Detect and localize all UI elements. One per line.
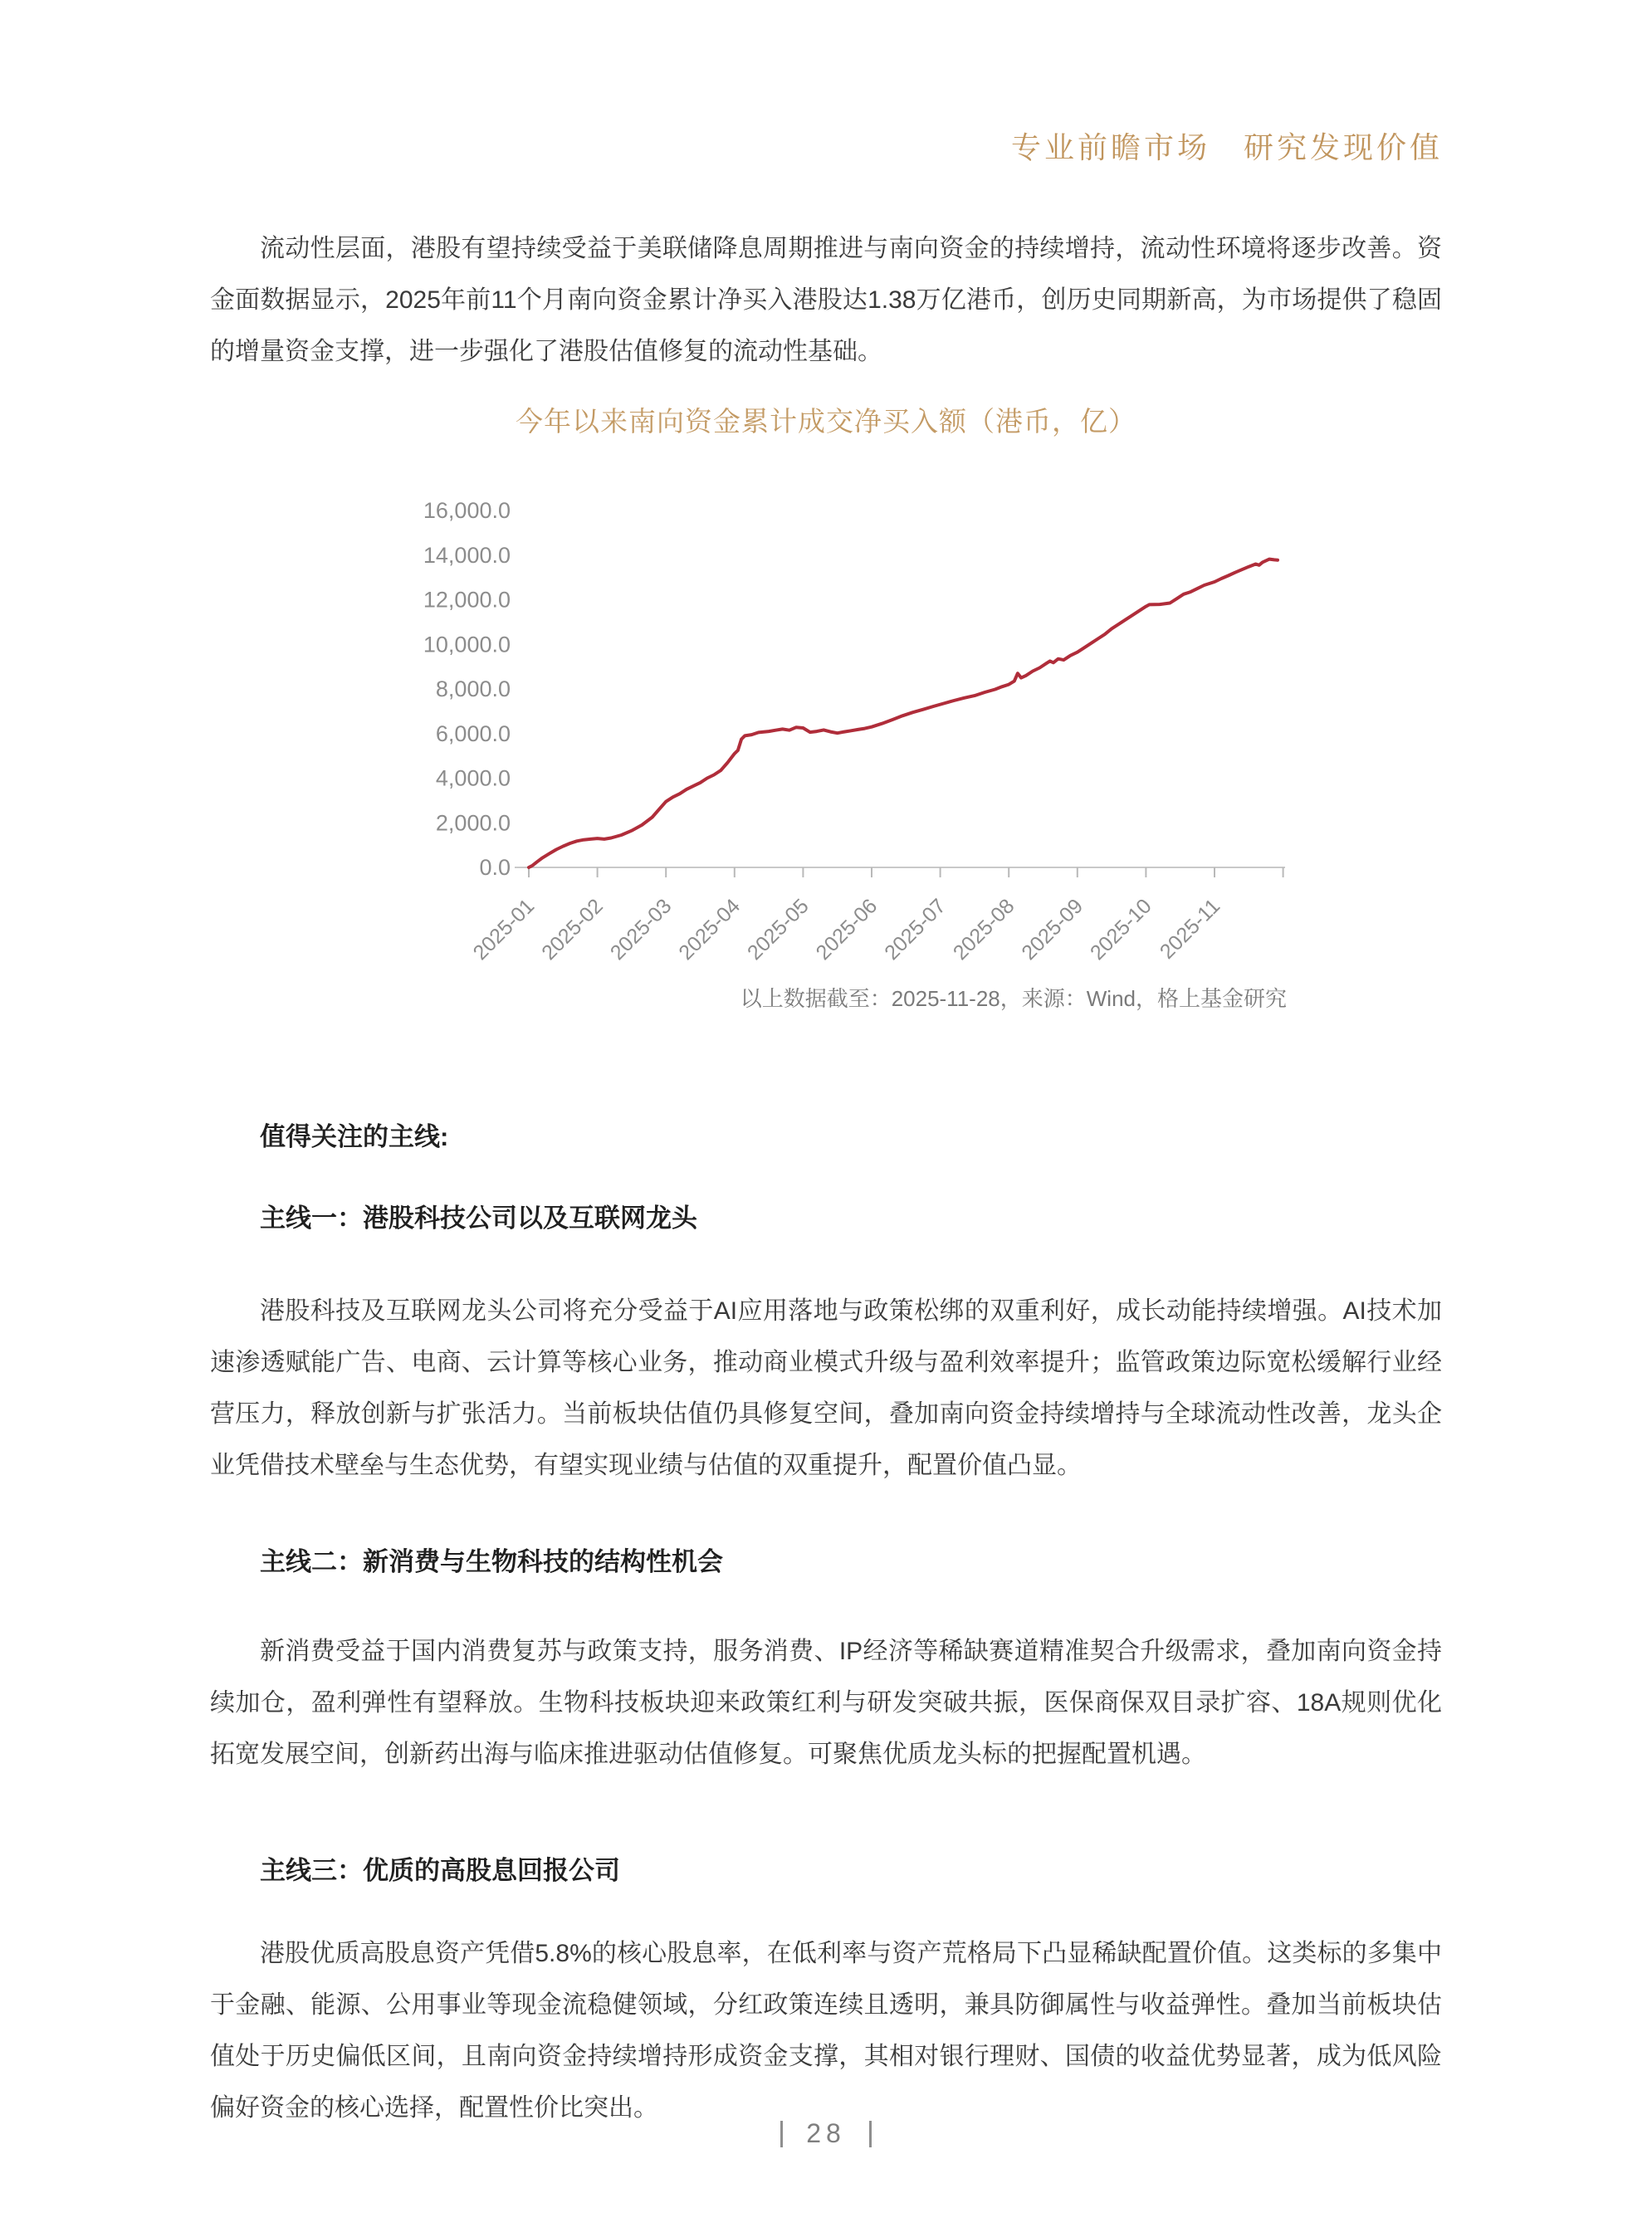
svg-text:2025-03: 2025-03 <box>605 894 677 965</box>
footer-left-bar <box>780 2121 783 2147</box>
svg-text:2025-09: 2025-09 <box>1017 894 1088 965</box>
svg-text:12,000.0: 12,000.0 <box>423 587 511 613</box>
chart-caption: 以上数据截至：2025-11-28，来源：Wind，格上基金研究 <box>740 986 1287 1011</box>
svg-text:2025-04: 2025-04 <box>674 894 745 965</box>
svg-text:2,000.0: 2,000.0 <box>435 810 511 836</box>
theme-3-heading: 主线三：优质的高股息回报公司 <box>260 1856 620 1885</box>
svg-text:14,000.0: 14,000.0 <box>423 542 511 568</box>
footer-right-bar <box>869 2121 872 2147</box>
southbound-flow-chart <box>357 486 1287 975</box>
svg-text:2025-08: 2025-08 <box>948 894 1019 965</box>
theme-3-paragraph: 港股优质高股息资产凭借5.8%的核心股息率，在低利率与资产荒格局下凸显稀缺配置价值。这类标的多集中于金融、能源、公用事业等现金流稳健领域，分红政策连续且透明，兼具防御属性与收益弹性。叠加当前板块估值处于历史偏低区间，且南向资金持续增持形成资金支撑，其相对银行理财、国债的收益优势显著，成为低风险偏好资金的核心选择，配置性价比突出。 <box>210 1940 1442 2122</box>
svg-text:2025-01: 2025-01 <box>468 894 540 965</box>
page-footer <box>0 2118 1652 2149</box>
chart-title: 今年以来南向资金累计成交净买入额（港币，亿） <box>516 406 1136 437</box>
svg-text:0.0: 0.0 <box>479 855 511 880</box>
svg-text:6,000.0: 6,000.0 <box>435 720 511 746</box>
theme-1-paragraph: 港股科技及互联网龙头公司将充分受益于AI应用落地与政策松绑的双重利好，成长动能持续增强。AI技术加速渗透赋能广告、电商、云计算等核心业务，推动商业模式升级与盈利效率提升；监管政策边际宽松缓解行业经营压力，释放创新与扩张活力。当前板块估值仍具修复空间，叠加南向资金持续增持与全球流动性改善，龙头企业凭借技术壁垒与生态优势，有望实现业绩与估值的双重提升，配置价值凸显。 <box>210 1297 1442 1479</box>
line-chart-svg <box>357 486 1287 975</box>
header-slogan: 专业前瞻市场 研究发现价值 <box>1010 130 1443 164</box>
intro-paragraph: 流动性层面，港股有望持续受益于美联储降息周期推进与南向资金的持续增持，流动性环境将逐步改善。资金面数据显示，2025年前11个月南向资金累计净买入港股达1.38万亿港币，创历史同期新高，为市场提供了稳固的增量资金支撑，进一步强化了港股估值修复的流动性基础。 <box>210 235 1442 365</box>
theme-2-heading: 主线二：新消费与生物科技的结构性机会 <box>260 1547 723 1576</box>
svg-text:10,000.0: 10,000.0 <box>423 632 511 657</box>
theme-2-paragraph: 新消费受益于国内消费复苏与政策支持，服务消费、IP经济等稀缺赛道精准契合升级需求，叠加南向资金持续加仓，盈利弹性有望释放。生物科技板块迎来政策红利与研发突破共振，医保商保双目录扩容、18A规则优化拓宽发展空间，创新药出海与临床推进驱动估值修复。可聚焦优质龙头标的把握配置机遇。 <box>210 1638 1442 1768</box>
svg-text:2025-11: 2025-11 <box>1155 894 1225 964</box>
svg-text:2025-05: 2025-05 <box>742 894 814 965</box>
theme-1-heading: 主线一：港股科技公司以及互联网龙头 <box>260 1204 697 1233</box>
svg-text:2025-07: 2025-07 <box>880 894 951 965</box>
svg-text:2025-06: 2025-06 <box>811 894 882 965</box>
section-lead-heading: 值得关注的主线: <box>260 1122 449 1151</box>
svg-text:2025-02: 2025-02 <box>537 894 608 965</box>
svg-text:4,000.0: 4,000.0 <box>435 765 511 791</box>
page-content <box>210 0 1442 2134</box>
svg-text:16,000.0: 16,000.0 <box>423 498 511 523</box>
page-number: 28 <box>806 2118 846 2148</box>
svg-text:8,000.0: 8,000.0 <box>435 676 511 701</box>
svg-text:2025-10: 2025-10 <box>1085 894 1156 965</box>
